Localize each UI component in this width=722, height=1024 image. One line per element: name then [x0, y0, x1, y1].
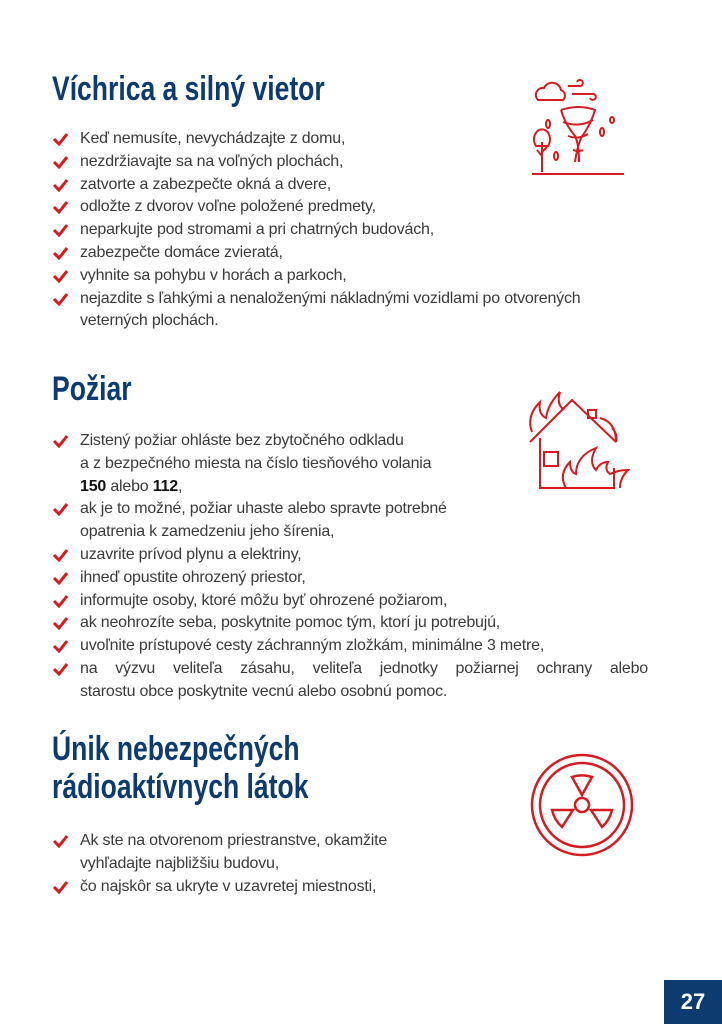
fire-list [52, 430, 648, 704]
list-item: informujte osoby, ktoré môžu byť ohrozené požiarom, [52, 590, 648, 613]
check-icon [52, 434, 68, 448]
emergency-number-150: 150 [80, 477, 107, 495]
check-icon [52, 502, 68, 516]
list-item: zabezpečte domáce zvieratá, [52, 242, 580, 265]
check-icon [52, 834, 68, 848]
check-icon [52, 200, 68, 214]
windstorm-list [52, 128, 580, 333]
list-item: zatvorte a zabezpečte okná a dvere, [52, 174, 580, 197]
check-icon [52, 662, 68, 676]
radiation-icon [529, 752, 635, 858]
list-item: na výzvu veliteľa zásahu, veliteľa jednotky požiarnej ochrany alebo starostu obce poskytnite vecnú alebo osobnú pomoc. [52, 658, 648, 704]
section-title-fire: Požiar [52, 370, 132, 408]
emergency-number-112: 112 [152, 477, 178, 495]
check-icon [52, 132, 68, 146]
section-title-windstorm: Víchrica a silný vietor [52, 70, 325, 108]
list-item: ihneď opustite ohrozený priestor, [52, 567, 648, 590]
check-icon [52, 639, 68, 653]
list-item: Keď nemusíte, nevychádzajte z domu, [52, 128, 580, 151]
check-icon [52, 269, 68, 283]
check-icon [52, 223, 68, 237]
list-item: čo najskôr sa ukryte v uzavretej miestnosti, [52, 876, 387, 899]
list-item: nejazdite s ľahkými a nenaloženými nákladnými vozidlami po otvorených veterných plochách. [52, 288, 580, 334]
check-icon [52, 594, 68, 608]
list-item: uvoľnite prístupové cesty záchranným zložkám, minimálne 3 metre, [52, 635, 648, 658]
check-icon [52, 616, 68, 630]
list-item: Ak ste na otvorenom priestranstve, okamžite vyhľadajte najbližšiu budovu, [52, 830, 387, 876]
list-item: ak neohrozíte seba, poskytnite pomoc tým, ktorí ju potrebujú, [52, 612, 648, 635]
list-item: uzavrite prívod plynu a elektriny, [52, 544, 648, 567]
check-icon [52, 880, 68, 894]
page-number: 27 [664, 980, 722, 1024]
radiation-list [52, 830, 387, 898]
list-item: nezdržiavajte sa na voľných plochách, [52, 151, 580, 174]
check-icon [52, 246, 68, 260]
check-icon [52, 155, 68, 169]
list-item: vyhnite sa pohybu v horách a parkoch, [52, 265, 580, 288]
list-item: neparkujte pod stromami a pri chatrných budovách, [52, 219, 580, 242]
list-item: odložte z dvorov voľne položené predmety, [52, 196, 580, 219]
list-item: ak je to možné, požiar uhaste alebo spravte potrebné opatrenia k zamedzeniu jeho šírenia, [52, 498, 648, 544]
check-icon [52, 571, 68, 585]
section-title-radiation: Únik nebezpečných rádioaktívnych látok [52, 730, 309, 806]
check-icon [52, 548, 68, 562]
check-icon [52, 178, 68, 192]
check-icon [52, 292, 68, 306]
list-item: Zistený požiar ohláste bez zbytočného odkladu a z bezpečného miesta na číslo tiesňového volania 150 alebo 112, [52, 430, 648, 498]
